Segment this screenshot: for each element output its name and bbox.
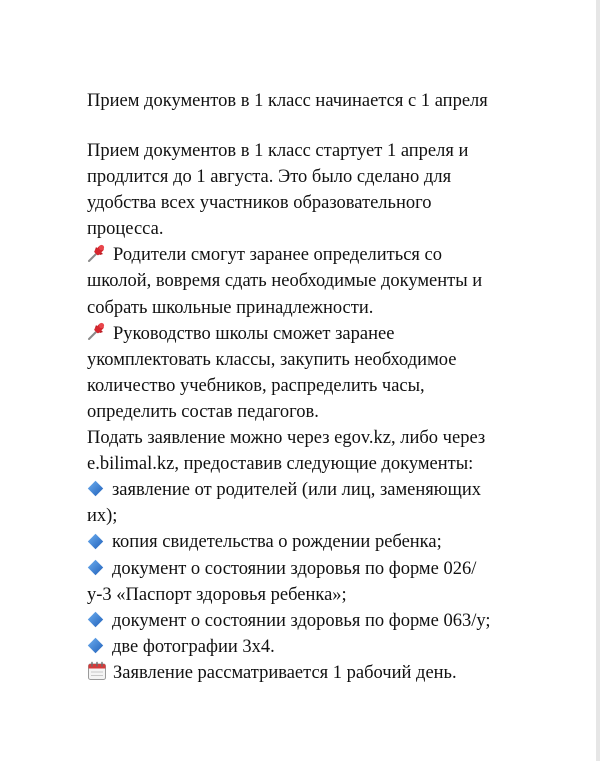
body-line: Подать заявление можно через egov.kz, либо через	[87, 428, 486, 449]
blue-diamond-icon	[87, 636, 104, 653]
pin-paragraph-line: Родители смогут заранее определиться со	[87, 242, 567, 268]
body-line: продлится до 1 августа. Это было сделано для	[87, 167, 452, 188]
blue-diamond-icon	[87, 479, 104, 496]
body-line: процесса.	[87, 219, 164, 240]
body-line: удобства всех участников образовательного	[87, 193, 432, 214]
page-edge	[596, 0, 600, 761]
list-item: две фотографии 3х4.	[87, 634, 567, 660]
body-line: Прием документов в 1 класс стартует 1 апреля и	[87, 141, 469, 161]
list-item: заявление от родителей (или лиц, заменяющих	[87, 477, 567, 503]
blue-diamond-icon	[87, 532, 104, 549]
body-line: определить состав педагогов.	[87, 401, 319, 422]
list-item-continuation: у-3 «Паспорт здоровья ребенка»;	[87, 584, 347, 605]
list-item: документ о состоянии здоровья по форме 063/у;	[87, 608, 567, 634]
body-line: собрать школьные принадлежности.	[87, 297, 374, 318]
body-line: e.bilimal.kz, предоставив следующие документы:	[87, 454, 474, 475]
blue-diamond-icon	[87, 610, 104, 627]
document	[87, 88, 567, 686]
list-item-continuation: их);	[87, 506, 118, 527]
list-item: копия свидетельства о рождении ребенка;	[87, 529, 567, 555]
body-line: количество учебников, распределить часы,	[87, 375, 425, 396]
pushpin-icon	[87, 243, 107, 263]
pushpin-icon	[87, 321, 107, 341]
body-line: укомплектовать классы, закупить необходимое	[87, 349, 457, 370]
body-line: школой, вовремя сдать необходимые документы и	[87, 271, 483, 292]
pin-paragraph-line: Руководство школы сможет заранее	[87, 321, 567, 347]
document-body	[87, 138, 567, 686]
calendar-icon	[87, 661, 107, 681]
document-title: Прием документов в 1 класс начинается с 1 апреля	[87, 91, 488, 111]
list-item: документ о состоянии здоровья по форме 026/	[87, 556, 567, 582]
blue-diamond-icon	[87, 558, 104, 575]
calendar-paragraph-line: Заявление рассматривается 1 рабочий день.	[87, 660, 567, 686]
